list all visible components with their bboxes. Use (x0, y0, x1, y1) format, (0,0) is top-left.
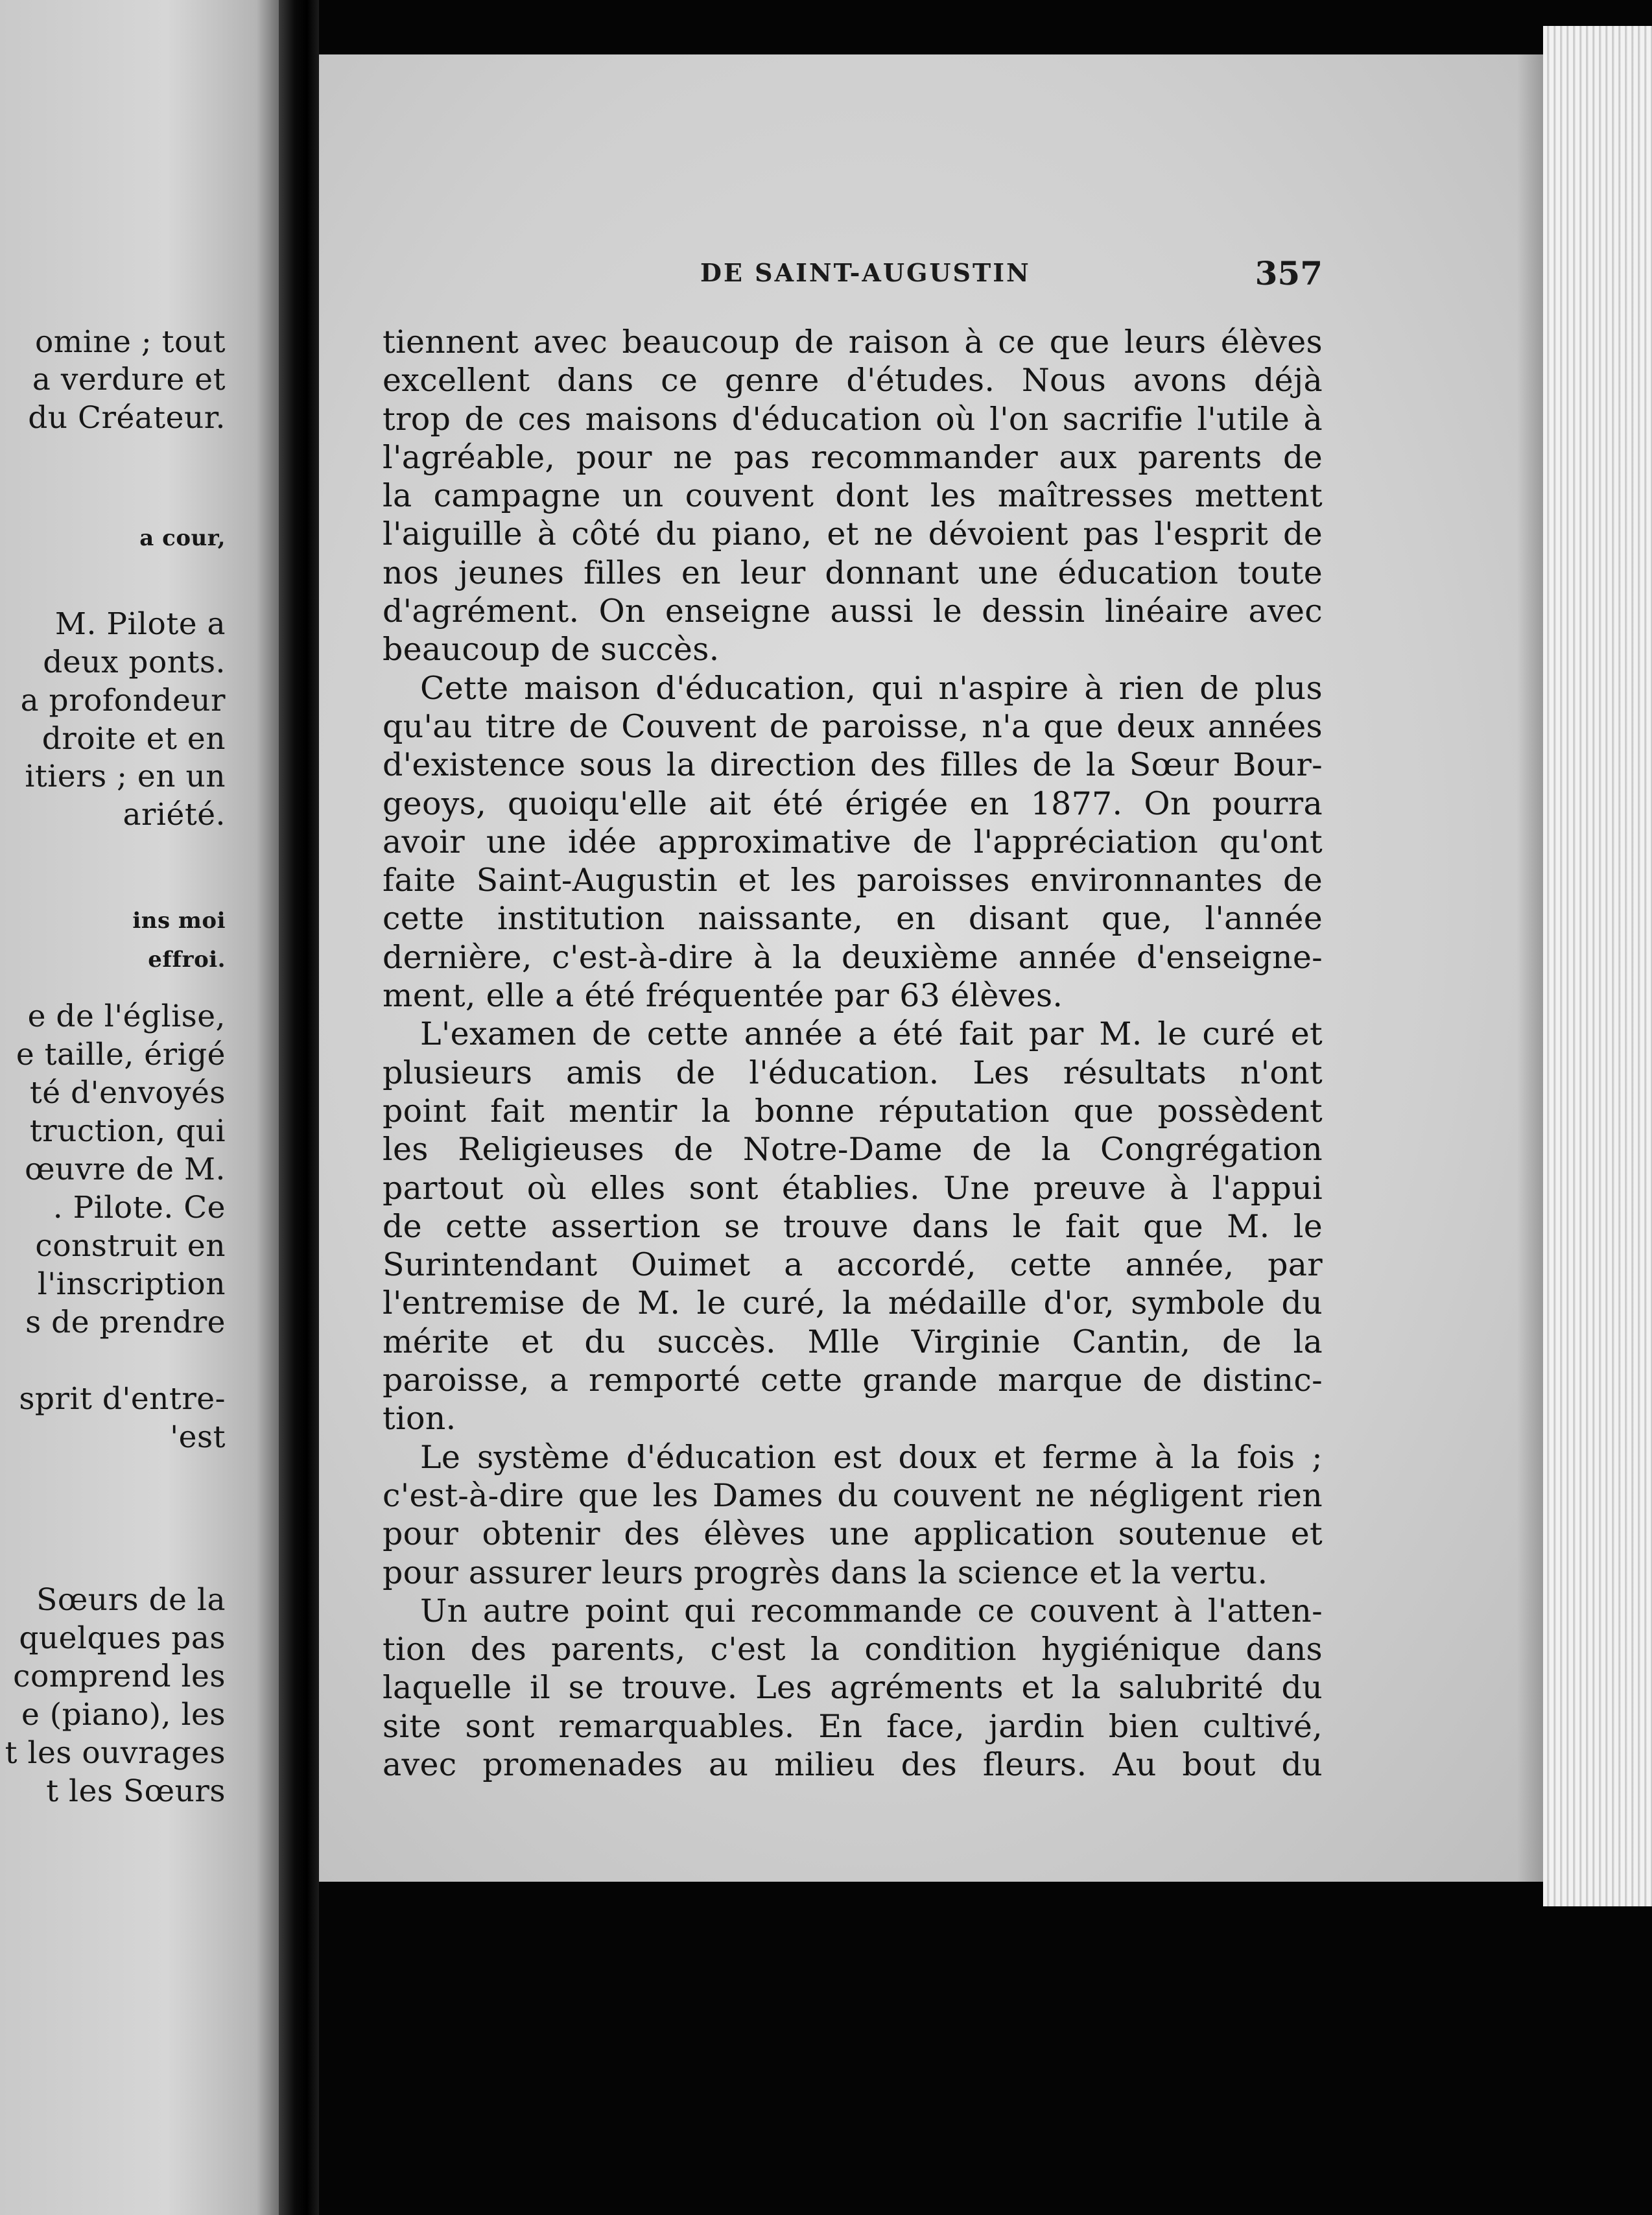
left-page-line: 'est (170, 1419, 226, 1455)
left-page-line: e (piano), les (21, 1697, 226, 1733)
left-page-line: l'inscription (37, 1266, 226, 1302)
body-line: tiennent avec beaucoup de raison à ce que leurs élèves (383, 324, 1323, 361)
page-edges (1543, 26, 1652, 1906)
left-page-line: ariété. (123, 797, 226, 833)
body-text (383, 323, 1323, 1784)
page-number: 357 (1255, 254, 1323, 292)
left-page-line: omine ; tout (34, 324, 226, 360)
body-line: l'entremise de M. le curé, la médaille d'or, symbole du (383, 1285, 1323, 1322)
left-page-line: du Créateur. (28, 400, 226, 436)
body-line: partout où elles sont établies. Une preuve à l'appui (383, 1169, 1323, 1207)
body-line: cette institution naissante, en disant que, l'année (383, 900, 1323, 938)
left-page-line: construit en (35, 1228, 226, 1264)
left-page-line: a profondeur (20, 683, 226, 718)
body-line: avoir une idée approximative de l'appréciation qu'ont (383, 823, 1323, 860)
body-line: paroisse, a remporté cette grande marque de distinc- (383, 1362, 1323, 1399)
body-line: beaucoup de succès. (383, 631, 720, 669)
left-facing-page (0, 0, 279, 2215)
left-page-line: itiers ; en un (25, 759, 226, 794)
body-line: Surintendant Ouimet a accordé, cette année, par (383, 1246, 1323, 1284)
left-page-line: droite et en (41, 721, 226, 757)
left-page-line: comprend les (13, 1659, 226, 1694)
body-line: c'est-à-dire que les Dames du couvent ne négligent rien (383, 1476, 1323, 1514)
body-line: geoys, quoiqu'elle ait été érigée en 1877. On pourra (383, 785, 1323, 822)
body-line: d'existence sous la direction des filles de la Sœur Bour- (383, 746, 1323, 784)
body-line: trop de ces maisons d'éducation où l'on sacrifie l'utile à (383, 400, 1323, 438)
body-line: de cette assertion se trouve dans le fait que M. le (383, 1207, 1323, 1245)
left-page-line: s de prendre (25, 1305, 226, 1340)
left-page-line: œuvre de M. (25, 1152, 226, 1187)
left-page-line: deux ponts. (43, 645, 226, 680)
left-page-line: t les Sœurs (46, 1773, 226, 1809)
body-line: excellent dans ce genre d'études. Nous avons déjà (383, 362, 1323, 399)
left-page-line: e taille, érigé (16, 1037, 226, 1072)
left-page-line: Sœurs de la (36, 1582, 226, 1618)
left-page-line: té d'envoyés (29, 1075, 226, 1111)
left-page-line: quelques pas (19, 1620, 226, 1656)
body-line: mérite et du succès. Mlle Virginie Cantin, de la (383, 1323, 1323, 1360)
left-page-line: ins moi (132, 908, 226, 934)
body-line: d'agrément. On enseigne aussi le dessin linéaire avec (383, 593, 1323, 630)
body-line: pour assurer leurs progrès dans la science et la vertu. (383, 1554, 1268, 1591)
body-line: l'aiguille à côté du piano, et ne dévoient pas l'esprit de (383, 515, 1323, 553)
body-line: les Religieuses de Notre-Dame de la Congrégation (383, 1131, 1323, 1168)
left-page-line: t les ouvrages (5, 1735, 226, 1771)
left-page-line: effroi. (148, 947, 226, 973)
body-line: point fait mentir la bonne réputation que possèdent (383, 1092, 1323, 1130)
body-line: dernière, c'est-à-dire à la deuxième année d'enseigne- (383, 938, 1323, 976)
left-page-line: . Pilote. Ce (53, 1190, 226, 1226)
body-line: tion des parents, c'est la condition hygiénique dans (383, 1631, 1323, 1668)
body-line: la campagne un couvent dont les maîtresses mettent (383, 477, 1323, 515)
body-line: ment, elle a été fréquentée par 63 élèves. (383, 977, 1063, 1015)
body-line: qu'au titre de Couvent de paroisse, n'a que deux années (383, 707, 1323, 745)
left-page-line: e de l'église, (27, 999, 226, 1034)
body-line: Un autre point qui recommande ce couvent à l'atten- (420, 1592, 1323, 1629)
left-page-line: a verdure et (32, 362, 226, 397)
body-line: tion. (383, 1400, 456, 1438)
left-page-line: M. Pilote a (54, 606, 226, 642)
body-line: laquelle il se trouve. Les agréments et la salubrité du (383, 1669, 1323, 1707)
body-line: Le système d'éducation est doux et ferme à la fois ; (420, 1438, 1323, 1476)
body-line: avec promenades au milieu des fleurs. Au bout du (383, 1746, 1323, 1783)
body-line: L'examen de cette année a été fait par M. le curé et (420, 1015, 1323, 1053)
book-gutter (279, 0, 319, 2215)
left-page-line: a cour, (139, 525, 226, 551)
body-line: pour obtenir des élèves une application soutenue et (383, 1515, 1323, 1553)
running-head: DE SAINT-AUGUSTIN (700, 258, 1031, 287)
body-line: site sont remarquables. En face, jardin bien cultivé, (383, 1707, 1323, 1745)
body-line: nos jeunes filles en leur donnant une éducation toute (383, 554, 1323, 591)
body-line: Cette maison d'éducation, qui n'aspire à rien de plus (420, 669, 1323, 707)
body-line: plusieurs amis de l'éducation. Les résultats n'ont (383, 1054, 1323, 1091)
body-line: faite Saint-Augustin et les paroisses environnantes de (383, 862, 1323, 899)
left-page-line: sprit d'entre- (19, 1381, 226, 1417)
page-shadow (1517, 54, 1543, 1882)
left-page-line: truction, qui (29, 1113, 226, 1149)
body-line: l'agréable, pour ne pas recommander aux parents de (383, 438, 1323, 476)
